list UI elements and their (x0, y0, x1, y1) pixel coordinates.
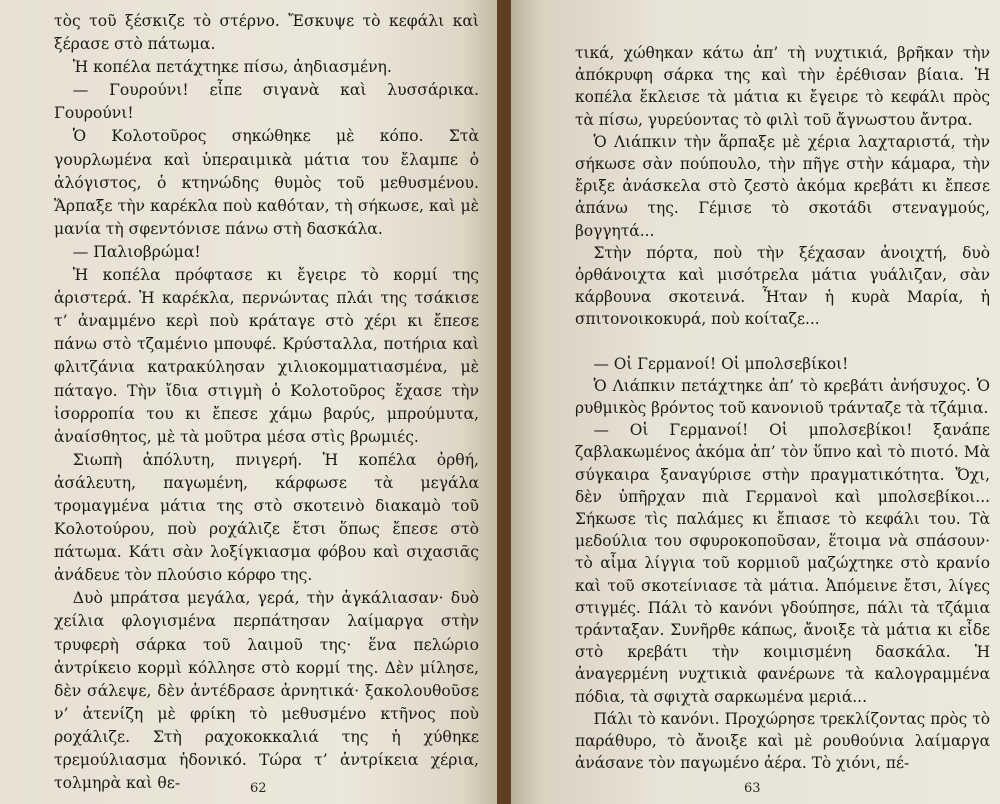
page-number: 62 (250, 781, 267, 796)
paragraph: Σιωπὴ ἀπόλυτη, πνιγερή. Ἡ κοπέλα ὀρθή, ἀσάλευτη, παγωμένη, κάρφωσε τὰ μεγάλα τρομαγμένα μάτια της στὸ σκοτεινὸ διακαμὸ τοῦ Κολοτούρου, ποὺ ροχάλιζε ἔτσι ὅπως ἔπεσε στὸ πάτωμα. Κάτι σὰν λοξίγκιασμα φόβου καὶ σιχασιᾶς ἀνάδευε τὸν πλούσιο κόρφο της. (54, 450, 479, 585)
page-number: 63 (744, 781, 761, 796)
paragraph: — Οἱ Γερμανοί! Οἱ μπολσεβίκοι! ξανάπε ζαβλακωμένος ἀκόμα ἀπ’ τὸν ὕπνο καὶ τὸ πιοτό. Μὰ σύγκαιρα ξαναγύρισε στὴν πραγματικότητα. Ὄχι, δὲν ὑπῆρχαν πιὰ Γερμανοὶ καὶ μπολσεβίκοι... Σήκωσε τὶς παλάμες κι ἔπιασε τὸ κεφάλι του. Τὰ μεδούλια του σφυροκοποῦσαν, ἕτοιμα νὰ σπάσουν· τὸ αἷμα λίγγια τοῦ κορμιοῦ μαζώχτηκε στὸ κρανίο καὶ τοῦ σκοτείνιασε τὰ μάτια. Ἀπόμεινε ἔτσι, λίγες στιγμές. Πάλι τὸ κανόνι γδούπησε, πάλι τὰ τζάμια τράνταξαν. Συνῆρθε κάπως, ἄνοιξε τὰ μάτια κι εἶδε στὸ κρεβάτι τὴν κοιμισμένη δασκάλα. Ἡ ἀναγερμένη νυχτικιὰ φανέρωνε τὰ καλογραμμένα πόδια, τὰ σφιχτὰ σαρκωμένα μεριά... (575, 421, 990, 706)
paragraph: Πάλι τὸ κανόνι. Προχώρησε τρεκλίζοντας πρὸς τὸ παράθυρο, τὸ ἄνοιξε καὶ μὲ ρουθούνια λαίμαργα ἀνάσανε τὸν παγωμένο ἀέρα. Τὸ χιόνι, πέ- (575, 709, 990, 773)
paragraph: Ὁ Κολοτοῦρος σηκώθηκε μὲ κόπο. Στὰ γουρλωμένα καὶ ὑπεραιμικὰ μάτια του ἔλαμπε ὁ ἀλόγιστος, ὁ κτηνώδης θυμὸς τοῦ μεθυσμένου. Ἅρπαξε τὴν καρέκλα ποὺ καθόταν, τὴ σήκωσε, καὶ μὲ μανία τὴ σφεντόνισε πάνω στὴ δασκάλα. (54, 127, 479, 238)
right-page (511, 0, 1000, 804)
paragraph: Ὁ Λιάπκιν τὴν ἅρπαξε μὲ χέρια λαχταριστά, τὴν σήκωσε σὰν πούπουλο, τὴν πῆγε στὴν κάμαρα, τὴν ἔριξε ἀνάσκελα στὸ ζεστὸ ἀκόμα κρεβάτι κι ἔπεσε ἀπάνω της. Γέμισε τὸ σκοτάδι στεναγμούς, βογγητά... (575, 132, 990, 240)
paragraph: τικά, χώθηκαν κάτω ἀπ’ τὴ νυχτικιά, βρῆκαν τὴν ἀπόκρυφη σάρκα της καὶ τὴν ἐρέθισαν βίαια. Ἡ κοπέλα ἔκλεισε τὰ μάτια κι ἔγειρε τὸ κεφάλι πρὸς τὰ πίσω, γυρεύοντας τὸ φιλὶ τοῦ ἄγνωστου ἄντρα. (575, 44, 990, 129)
paragraph: Ὁ Λιάπκιν πετάχτηκε ἀπ’ τὸ κρεβάτι ἀνήσυχος. Ὁ ρυθμικὸς βρόντος τοῦ κανονιοῦ τράνταζε τὰ τζάμια. (575, 376, 990, 418)
paragraph: Στὴν πόρτα, ποὺ τὴν ξέχασαν ἀνοιχτή, δυὸ ὀρθάνοιχτα καὶ μισότρελα μάτια γυάλιζαν, σὰν κάρβουνα σκοτεινά. Ἦταν ἡ κυρὰ Μαρία, ἡ σπιτονοικοκυρά, ποὺ κοίταζε... (575, 243, 990, 329)
right-page-text (575, 42, 990, 775)
paragraph: — Γουρούνι! εἶπε σιγανὰ καὶ λυσσάρικα. Γουρούνι! (54, 81, 479, 123)
paragraph: Ἡ κοπέλα πρόφτασε κι ἔγειρε τὸ κορμί της ἀριστερά. Ἡ καρέκλα, περνώντας πλάι της τσάκισε τ’ ἀναμμένο κερὶ ποὺ κράταγε στὸ χέρι κι ἔπεσε πάνω στὸ τζαμένιο μπουφέ. Κρύσταλλα, ποτήρια καὶ φλιτζάνια κατρακύλησαν χιλιοκομματιασμένα, μὲ πάταγο. Τὴν ἴδια στιγμὴ ὁ Κολοτοῦρος ἔχασε τὴν ἰσορροπία του κι ἔπεσε χάμω βαρύς, μπρούμυτα, ἀναίσθητος, μὲ τὰ μοῦτρα μέσα στὶς βρωμιές. (54, 266, 479, 446)
left-page (0, 0, 497, 804)
paragraph: — Παλιοβρώμα! (72, 242, 201, 261)
paragraph: Ἡ κοπέλα πετάχτηκε πίσω, ἀηδιασμένη. (72, 58, 392, 77)
paragraph: — Οἱ Γερμανοί! Οἱ μπολσεβίκοι! (593, 354, 849, 373)
paragraph: Δυὸ μπράτσα μεγάλα, γερά, τὴν ἀγκάλιασαν· δυὸ χείλια φλογισμένα περπάτησαν λαίμαργα στὴν τρυφερὴ σάρκα τοῦ λαιμοῦ της· ἕνα πελώριο ἀντρίκειο κορμὶ κόλλησε στὸ κορμί της. Δὲν μίλησε, δὲν σάλεψε, δὲν ἀντέδρασε ἀρνητικά· ξακολουθοῦσε ν’ ἀτενίζη μὲ φρίκη τὸ μεθυσμένο κτῆνος ποὺ ροχάλιζε. Στὴ ραχοκοκκαλιά της ἡ χύθηκε τρεμούλιασμα ἡδονικό. Τώρα τ’ ἀντρίκεια χέρια, τολμηρὰ καὶ θε- (54, 589, 479, 793)
paragraph: τὸς τοῦ ξέσκιζε τὸ στέρνο. Ἔσκυψε τὸ κεφάλι καὶ ξέρασε στὸ πάτωμα. (54, 12, 479, 54)
left-page-text (54, 10, 479, 795)
